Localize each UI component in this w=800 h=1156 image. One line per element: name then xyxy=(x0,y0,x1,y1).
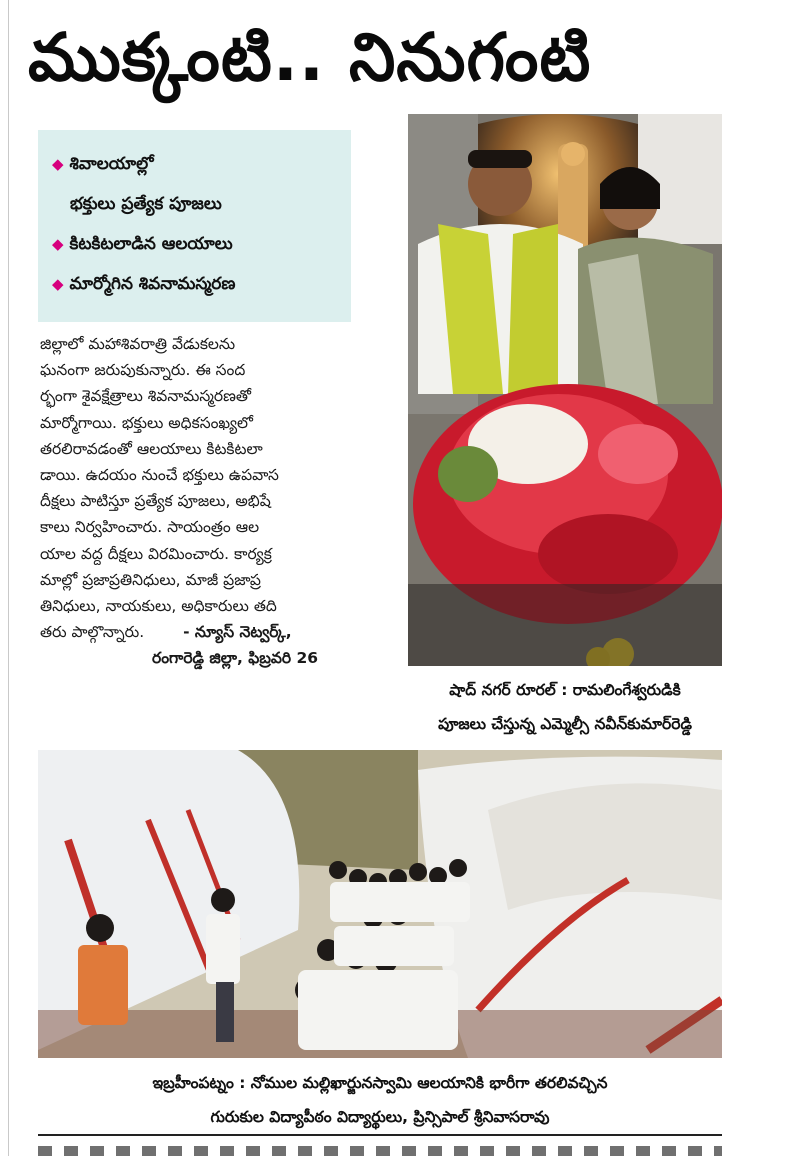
article-line: జిల్లాలో మహాశివరాత్రి వేడుకలను xyxy=(40,335,236,353)
highlights-box xyxy=(38,130,351,322)
article-line: తరు పాల్గొన్నారు. xyxy=(40,623,145,642)
article-line: ర్భంగా శైవక్షేత్రాలు శివనామస్మరణతో xyxy=(40,387,251,406)
highlight-item-continued: భక్తులు ప్రత్యేక పూజలు xyxy=(70,194,222,214)
photo-caption-2 xyxy=(30,1066,730,1134)
article-line: తినిధులు, నాయకులు, అధికారులు తది xyxy=(40,596,277,615)
highlight-text: కిటకిటలాడిన ఆలయాలు xyxy=(69,234,233,254)
article-line: డాయి. ఉదయం నుంచే భక్తులు ఉపవాస xyxy=(40,465,279,484)
caption-line: పూజలు చేస్తున్న ఎమ్మెల్సీ నవీన్‌కుమార్‌రెడ్డి xyxy=(438,715,692,733)
photo-students-illustration xyxy=(38,750,722,1058)
article-line: మాల్లో ప్రజాప్రతినిధులు, మాజీ ప్రజాప్ర xyxy=(40,570,261,589)
diamond-bullet-icon: ◆ xyxy=(52,275,64,293)
photo-students-temple-rocks xyxy=(38,750,722,1058)
article-line: తరలిరావడంతో ఆలయాలు కిటకిటలా xyxy=(40,439,263,458)
next-article-headline-fragment xyxy=(38,1146,722,1156)
diamond-bullet-icon: ◆ xyxy=(52,235,64,253)
article-line: యాల వద్ద దీక్షలు విరమించారు. కార్యక్ర xyxy=(40,544,272,563)
article-line: మార్మోగాయి. భక్తులు అధికసంఖ్యలో xyxy=(40,413,254,432)
caption-line: గురుకుల విద్యాపీఠం విద్యార్థులు, ప్రిన్సిపాల్ శ్రీనివాసరావు xyxy=(210,1108,550,1126)
photo-caption-1 xyxy=(404,673,726,741)
article-line: దీక్షలు పాటిస్తూ ప్రత్యేక పూజలు, అభిషే xyxy=(40,492,271,511)
headline: ముక్కంటి.. నినుగంటి xyxy=(28,19,592,96)
photo-temple-puja xyxy=(408,114,722,666)
column-rule xyxy=(8,0,9,1156)
caption-line: ఇబ్రహీంపట్నం : నోముల మల్లిఖార్జునస్వామి ఆలయానికి భారీగా తరలివచ్చిన xyxy=(152,1074,608,1092)
highlight-item xyxy=(52,144,337,184)
highlight-text: శివాలయాల్లో xyxy=(69,154,154,174)
article-credit: - న్యూస్ నెట్వర్క్, xyxy=(183,623,292,642)
article-line: కాలు నిర్వహించారు. సాయంత్రం ఆల xyxy=(40,518,260,537)
article-line-with-credit xyxy=(40,619,358,645)
highlight-item xyxy=(52,264,337,304)
photo-temple-puja-illustration xyxy=(408,114,722,666)
diamond-bullet-icon: ◆ xyxy=(52,155,64,173)
article-line: ఘనంగా జరుపుకున్నారు. ఈ సంద xyxy=(40,361,246,380)
highlight-text: మార్మోగిన శివనామస్మరణ xyxy=(69,274,236,294)
article-dateline: రంగారెడ్డి జిల్లా, ఫిబ్రవరి 26 xyxy=(152,649,319,668)
highlight-item xyxy=(52,224,337,264)
section-divider xyxy=(38,1134,722,1136)
article-body xyxy=(40,331,358,671)
caption-line: షాద్ నగర్ రూరల్ : రామలింగేశ్వరుడికి xyxy=(449,681,681,699)
